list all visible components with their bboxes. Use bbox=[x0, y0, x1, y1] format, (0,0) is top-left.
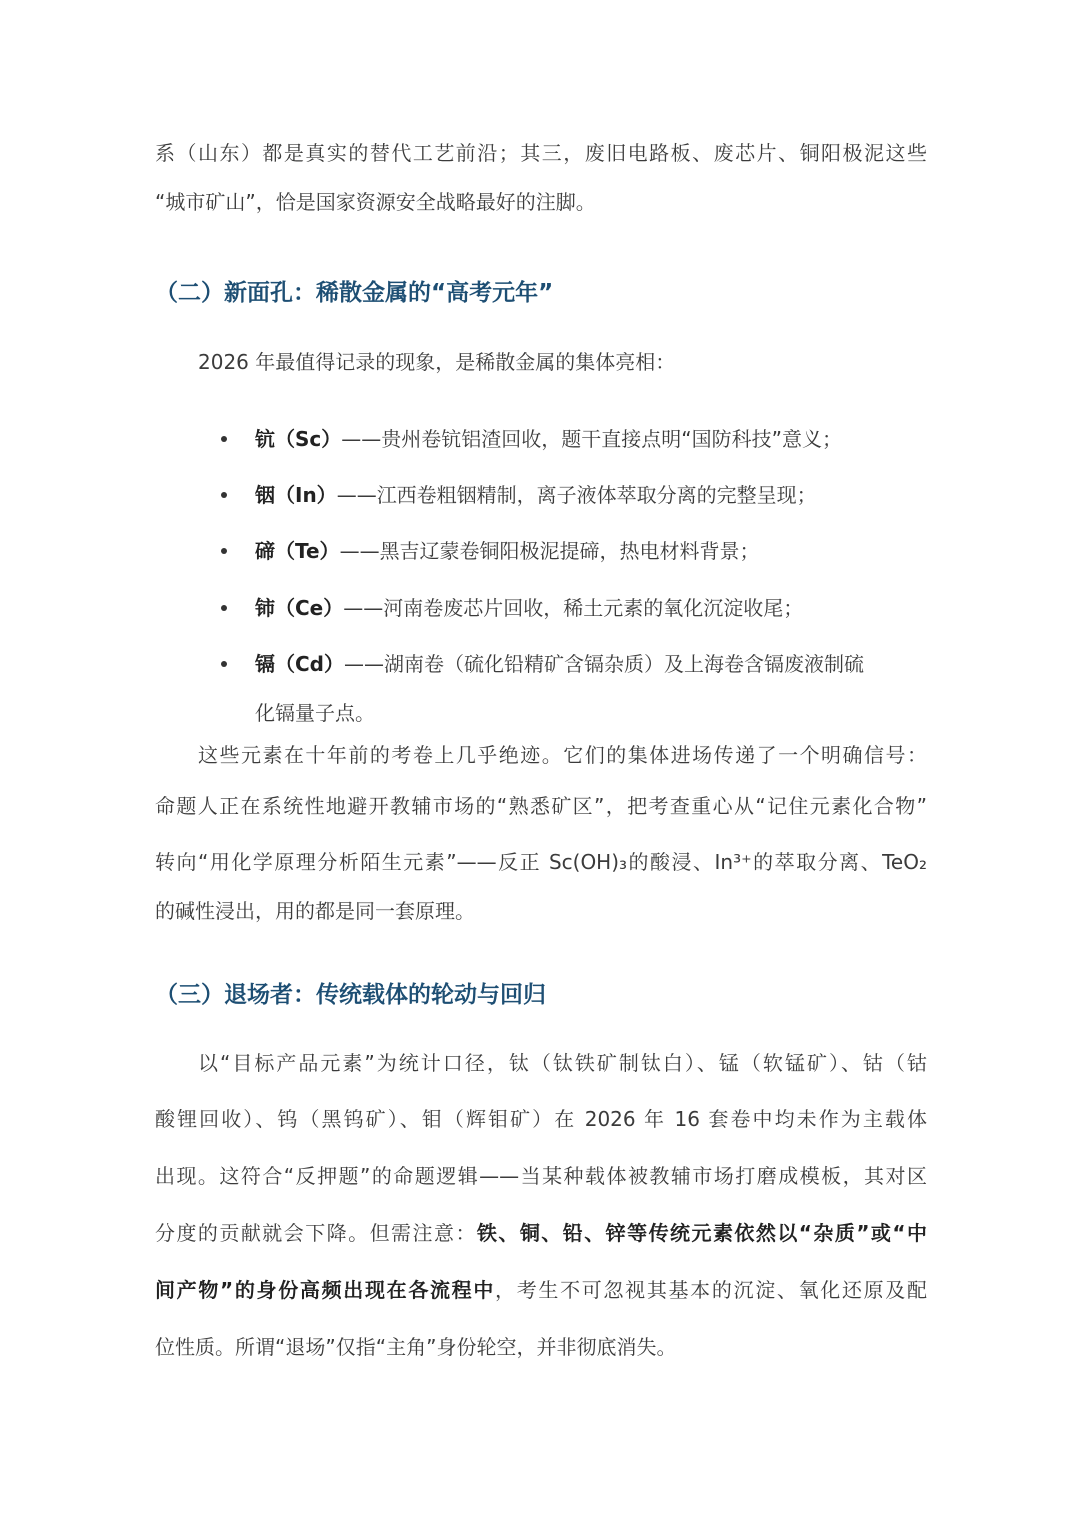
bullet-icon bbox=[221, 661, 227, 667]
element-term: 铟（In） bbox=[255, 483, 337, 507]
element-term: 碲（Te） bbox=[255, 539, 340, 563]
bullet-icon bbox=[221, 436, 227, 442]
bullet-icon bbox=[221, 605, 227, 611]
intro-line-2: “城市矿山”，恰是国家资源安全战略最好的注脚。 bbox=[155, 190, 596, 214]
section-heading-2: （二）新面孔：稀散金属的“高考元年” bbox=[155, 280, 554, 306]
section2-lead: 2026 年最值得记录的现象，是稀散金属的集体亮相： bbox=[198, 350, 676, 374]
section3-line-5-bold: 间产物”的身份高频出现在各流程中 bbox=[155, 1278, 496, 1302]
bullet-icon bbox=[221, 492, 227, 498]
section-heading-3: （三）退场者：传统载体的轮动与回归 bbox=[155, 982, 546, 1008]
section3-line-6: 位性质。所谓“退场”仅指“主角”身份轮空，并非彻底消失。 bbox=[155, 1335, 677, 1359]
intro-line-1: 系（山东）都是真实的替代工艺前沿；其三，废旧电路板、废芯片、铜阳极泥这些 bbox=[155, 141, 927, 165]
section3-line-3: 出现。这符合“反押题”的命题逻辑——当某种载体被教辅市场打磨成模板，其对区 bbox=[155, 1164, 927, 1188]
section2-para-line-3: 转向“用化学原理分析陌生元素”——反正 Sc(OH)₃的酸浸、In³⁺的萃取分离、TeO₂ bbox=[155, 850, 927, 874]
section3-line-4-bold: 铁、铜、铅、锌等传统元素依然以“杂质”或“中 bbox=[476, 1221, 928, 1245]
section2-para-line-4: 的碱性浸出，用的都是同一套原理。 bbox=[155, 899, 475, 923]
element-term: 钪（Sc） bbox=[255, 427, 342, 451]
element-desc: ——贵州卷钪铝渣回收，题干直接点明“国防科技”意义； bbox=[341, 427, 842, 451]
section3-line-1: 以“目标产品元素”为统计口径，钛（钛铁矿制钛白）、锰（软锰矿）、钴（钴 bbox=[198, 1051, 927, 1075]
section3-line-5-plain: ，考生不可忽视其基本的沉淀、氧化还原及配 bbox=[495, 1278, 927, 1302]
element-desc: ——江西卷粗铟精制，离子液体萃取分离的完整呈现； bbox=[336, 483, 817, 507]
element-term: 镉（Cd） bbox=[255, 652, 344, 676]
section2-para-line-1: 这些元素在十年前的考卷上几乎绝迹。它们的集体进场传递了一个明确信号： bbox=[198, 743, 927, 767]
element-desc: ——黑吉辽蒙卷铜阳极泥提碲，热电材料背景； bbox=[339, 539, 760, 563]
element-desc: ——河南卷废芯片回收，稀土元素的氧化沉淀收尾； bbox=[343, 596, 804, 620]
element-desc: ——湖南卷（硫化铅精矿含镉杂质）及上海卷含镉废液制硫 bbox=[344, 652, 864, 676]
section3-line-4 bbox=[155, 1218, 927, 1248]
element-term: 铈（Ce） bbox=[255, 596, 344, 620]
section2-para-line-2: 命题人正在系统性地避开教辅市场的“熟悉矿区”，把考查重心从“记住元素化合物” bbox=[155, 794, 927, 818]
list-item-continuation: 化镉量子点。 bbox=[255, 701, 375, 725]
section3-line-2: 酸锂回收）、钨（黑钨矿）、钼（辉钼矿）在 2026 年 16 套卷中均未作为主载体 bbox=[155, 1107, 927, 1131]
section3-line-5 bbox=[155, 1275, 927, 1305]
section3-line-4-plain: 分度的贡献就会下降。但需注意： bbox=[155, 1221, 477, 1245]
bullet-icon bbox=[221, 548, 227, 554]
